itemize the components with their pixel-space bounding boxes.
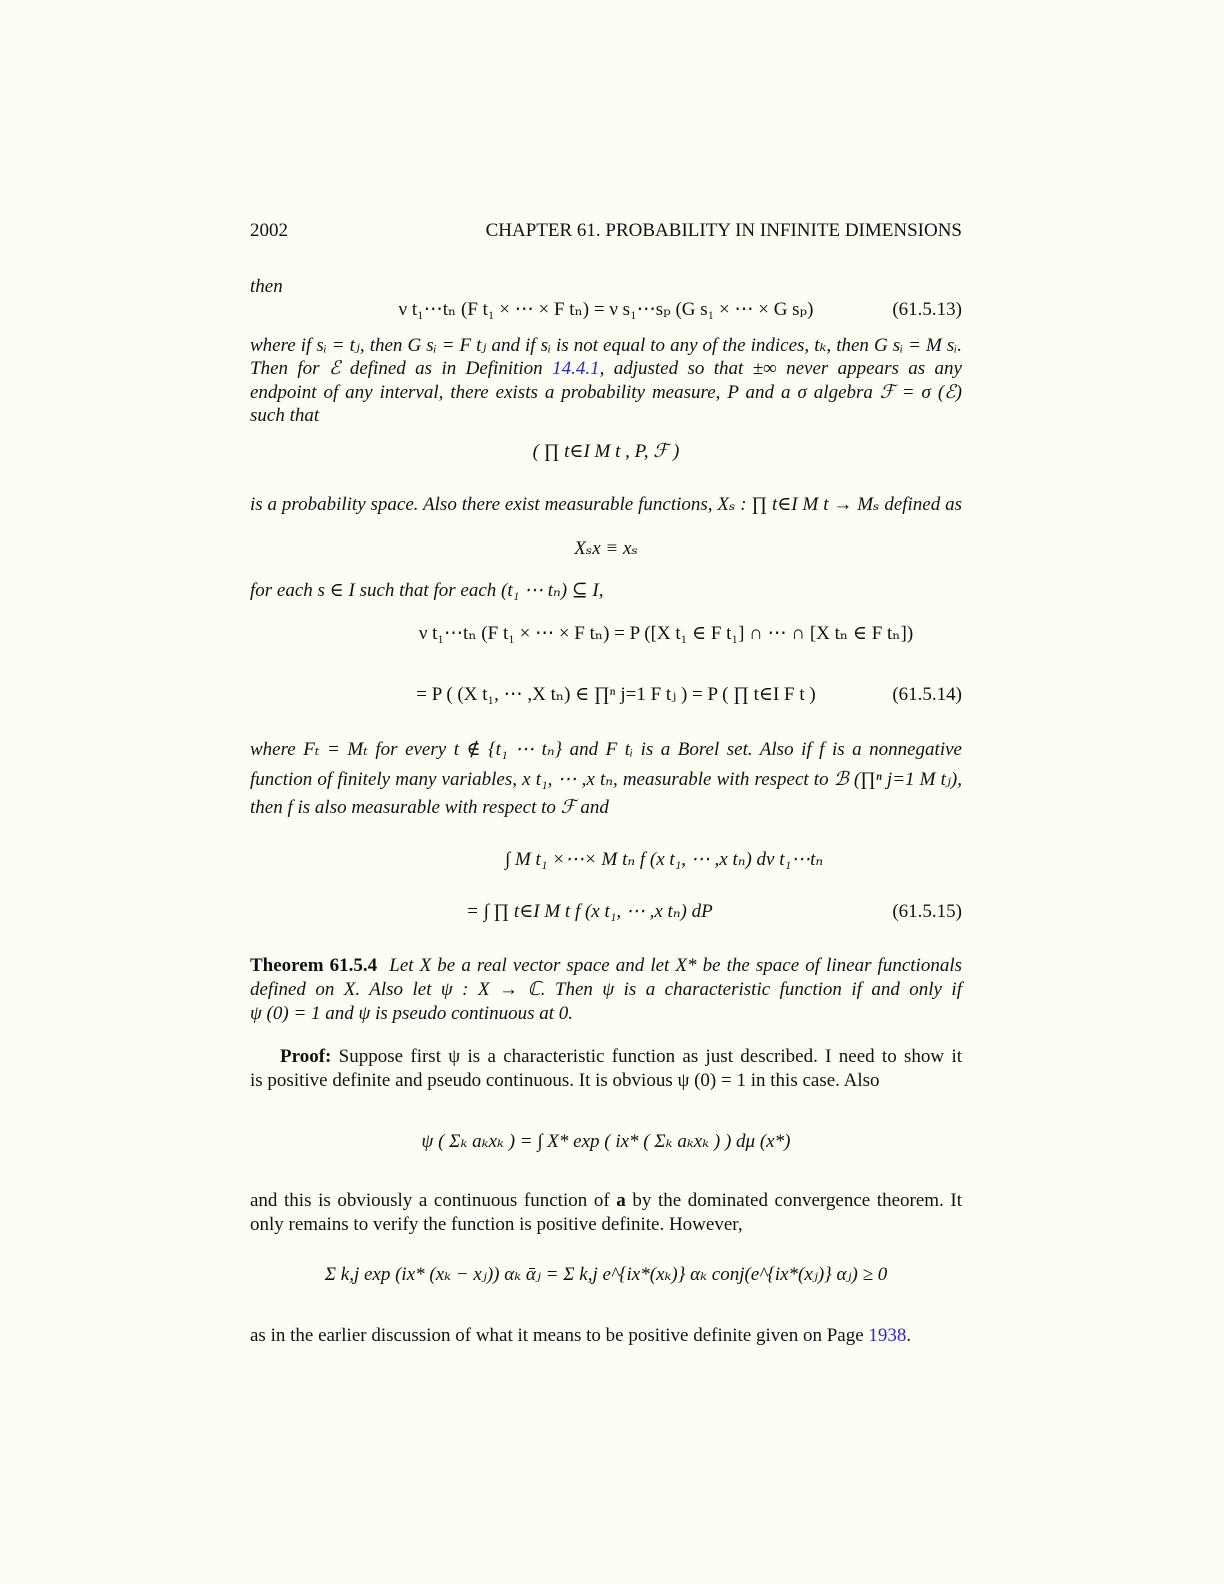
theorem-label: Theorem 61.5.4 — [250, 955, 378, 976]
equation-label: (61.5.14) — [892, 684, 962, 705]
theorem-line: Theorem 61.5.4 Let X be a real vector space and let X* be the space of linear functionals — [250, 955, 962, 976]
paragraph-line: for each s ∈ I such that for each (t₁ ⋯ tₙ) ⊆ I, — [250, 580, 604, 601]
page-number: 2002 — [250, 220, 288, 241]
paragraph-line: as in the earlier discussion of what it means to be positive definite given on Page 1938. — [250, 1325, 912, 1346]
paragraph-line: function of finitely many variables, x t₁, ⋯ ,x tₙ, measurable with respect to ℬ (∏ⁿ j=1 M tⱼ), — [250, 769, 962, 790]
equation-61-5-14b: = P ( (X t₁, ⋯ ,X tₙ) ∈ ∏ⁿ j=1 F tⱼ ) = P ( ∏ t∈I F t ) — [416, 684, 816, 705]
chapter-title: CHAPTER 61. PROBABILITY IN INFINITE DIMENSIONS — [485, 220, 962, 241]
paragraph-line: and this is obviously a continuous function of a by the dominated convergence theorem. It — [250, 1190, 962, 1211]
equation-xs: Xₛx ≡ xₛ — [574, 538, 638, 559]
paragraph-line: endpoint of any interval, there exists a probability measure, P and a σ algebra ℱ = σ (ℰ) — [250, 382, 962, 403]
paragraph-line: is a probability space. Also there exist measurable functions, Xₛ : ∏ t∈I M t → Mₛ defined as — [250, 494, 962, 515]
equation-61-5-15b: = ∫ ∏ t∈I M t f (x t₁, ⋯ ,x tₙ) dP — [466, 901, 713, 922]
theorem-line: ψ (0) = 1 and ψ is pseudo continuous at 0. — [250, 1003, 573, 1024]
equation-61-5-14a: ν t₁⋯tₙ (F t₁ × ⋯ × F tₙ) = P ([X t₁ ∈ F t₁] ∩ ⋯ ∩ [X tₙ ∈ F tₙ]) — [418, 623, 914, 644]
paragraph-line: then f is also measurable with respect to ℱ and — [250, 797, 609, 818]
equation-61-5-15a: ∫ M t₁ ×⋯× M tₙ f (x t₁, ⋯ ,x tₙ) dν t₁⋯tₙ — [505, 849, 824, 870]
equation-probability-space: ( ∏ t∈I M t , P, ℱ ) — [532, 441, 680, 462]
definition-link[interactable]: 14.4.1 — [552, 358, 600, 379]
equation-61-5-13: ν t₁⋯tₙ (F t₁ × ⋯ × F tₙ) = ν s₁⋯sₚ (G s₁ × ⋯ × G sₚ) — [398, 299, 814, 320]
page-link[interactable]: 1938 — [868, 1325, 907, 1346]
equation-psi: ψ ( Σₖ aₖxₖ ) = ∫ X* exp ( ix* ( Σₖ aₖxₖ ) ) dμ (x*) — [421, 1131, 791, 1152]
equation-label: (61.5.15) — [892, 901, 962, 922]
proof-line: Proof: Suppose first ψ is a characteristic function as just described. I need to show it — [280, 1046, 962, 1067]
paragraph-line: only remains to verify the function is positive definite. However, — [250, 1214, 743, 1235]
equation-label: (61.5.13) — [892, 299, 962, 320]
paragraph-line: where if sᵢ = tⱼ, then G sᵢ = F tⱼ and if sᵢ is not equal to any of the indices, tₖ, then G sᵢ = M sᵢ. — [250, 335, 962, 356]
paragraph-line: where Fₜ = Mₜ for every t ∉ {t₁ ⋯ tₙ} and F tᵢ is a Borel set. Also if f is a nonnegative — [250, 739, 962, 760]
paragraph-line: Then for ℰ defined as in Definition 14.4.1, adjusted so that ±∞ never appears as any — [250, 358, 962, 379]
running-header — [250, 220, 962, 242]
proof-line: is positive definite and pseudo continuous. It is obvious ψ (0) = 1 in this case. Also — [250, 1070, 880, 1091]
text-then: then — [250, 276, 283, 297]
theorem-line: defined on X. Also let ψ : X → ℂ. Then ψ is a characteristic function if and only if — [250, 979, 962, 1000]
proof-label: Proof: — [280, 1046, 332, 1067]
equation-positive-definite: Σ k,j exp (ix* (xₖ − xⱼ)) αₖ ᾱⱼ = Σ k,j e^{ix*(xₖ)} αₖ conj(e^{ix*(xⱼ)} αⱼ) ≥ 0 — [324, 1264, 888, 1285]
paragraph-line: such that — [250, 405, 320, 426]
